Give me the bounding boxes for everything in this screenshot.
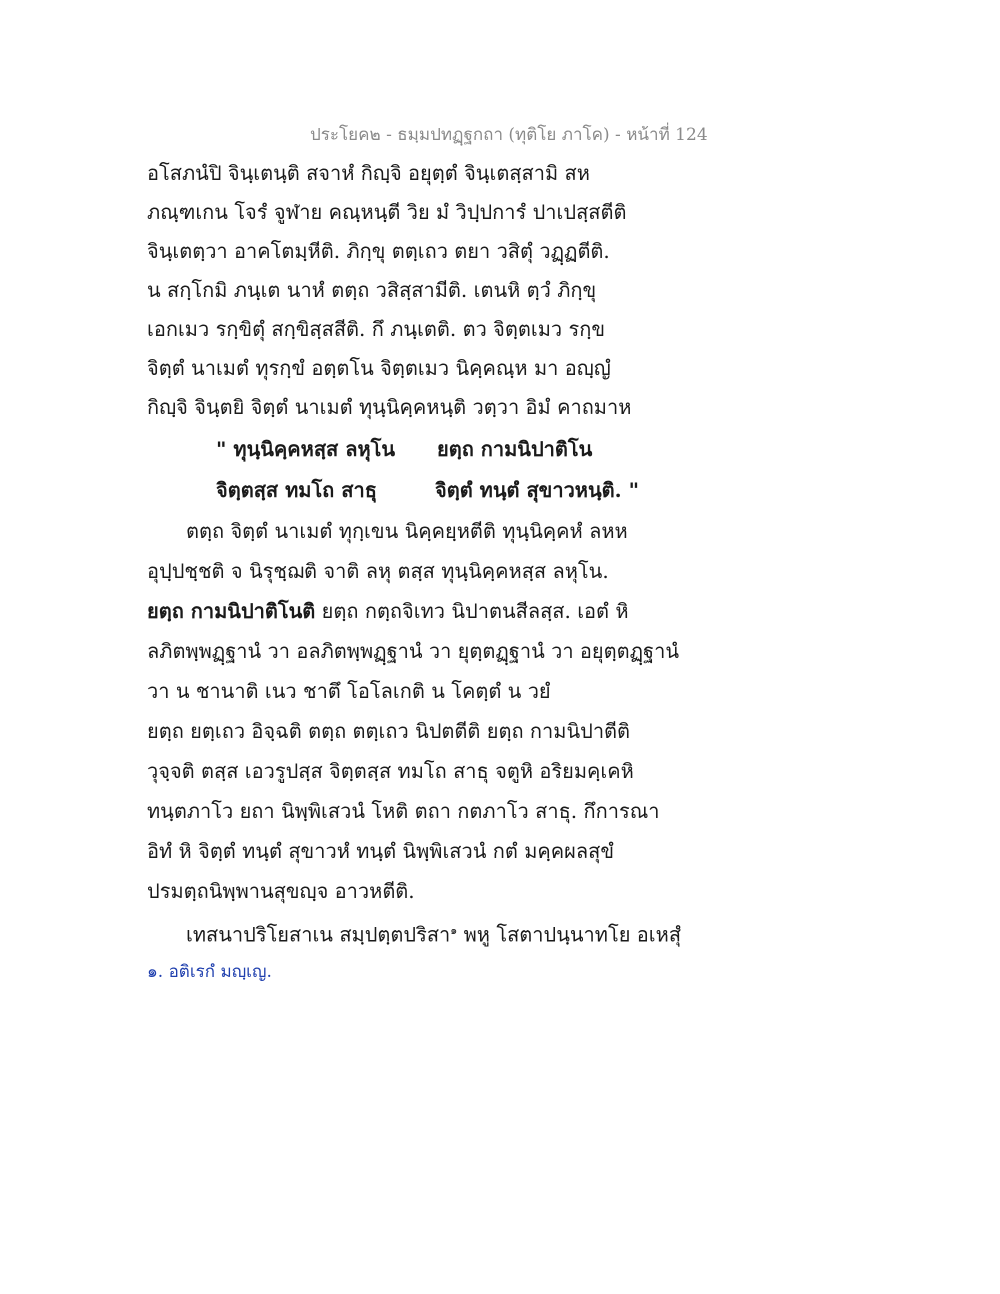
- text-line: ยตฺถ ยตฺเถว อิจฺฉติ ตตฺถ ตตฺเถว นิปตตีติ ยตฺถ กามนิปาตีติ: [147, 719, 631, 743]
- text-span: เทสนาปริโยสาเน สมฺปตฺตปริสา: [186, 922, 451, 947]
- text-line: จิตฺตํ นาเมตํ ทุรกฺขํ อตฺตโน จิตฺตเมว นิคฺคณฺห มา อญฺญํ: [147, 356, 611, 380]
- text-line: อิทํ หิ จิตฺตํ ทนฺตํ สุขาวหํ ทนฺตํ นิพฺพิเสวนํ กตํ มคฺคผลสุขํ: [147, 839, 615, 863]
- verse-line-2-left: จิตฺตสฺส ทมโถ สาธุ: [216, 478, 377, 502]
- text-line: น สกฺโกมิ ภนฺเต นาหํ ตตฺถ วสิสฺสามีติ. เตนหิ ตฺวํ ภิกฺขุ: [147, 278, 597, 302]
- text-line: วา น ชานาติ เนว ชาตึ โอโลเกติ น โคตฺตํ น วยํ: [147, 679, 551, 703]
- verse-line-1-left: " ทุนฺนิคฺคหสฺส ลหุโน: [216, 437, 396, 461]
- text-line: ตตฺถ จิตฺตํ นาเมตํ ทุกฺเขน นิคฺคยฺหตีติ ทุนฺนิคฺคหํ ลหห: [186, 519, 628, 543]
- text-line: ลภิตพฺพฏฺฐานํ วา อลภิตพฺพฏฺฐานํ วา ยุตฺตฏฺฐานํ วา อยุตฺตฏฺฐานํ: [147, 639, 679, 663]
- text-span: พหู โสตาปนฺนาทโย อเหสุํ: [457, 922, 682, 947]
- verse-line-1-right: ยตฺถ กามนิปาติโน: [437, 437, 593, 461]
- text-line: อุปฺปชฺชติ จ นิรุชฺฌติ จาติ ลหุ ตสฺส ทุนฺนิคฺคหสฺส ลหุโน.: [147, 559, 609, 583]
- text-line: เอกเมว รกฺขิตุํ สกฺขิสฺสสีติ. กึ ภนฺเตติ. ตว จิตฺตเมว รกฺข: [147, 317, 605, 341]
- text-line: [147, 598, 629, 624]
- text-line: จินฺเตตฺวา อาคโตมฺหีติ. ภิกฺขุ ตตฺเถว ตยา วสิตุํ วฏฺฏตีติ.: [147, 239, 610, 263]
- text-line: อโสภนํปิ จินฺเตนฺติ สจาหํ กิญฺจิ อยุตฺตํ จินฺเตสฺสามิ สห: [147, 161, 590, 185]
- text-line: [186, 918, 681, 948]
- text-line: วุจฺจติ ตสฺส เอวรูปสฺส จิตฺตสฺส ทมโถ สาธุ จตูหิ อริยมคฺเคหิ: [147, 759, 634, 783]
- verse-line-2-right: จิตฺตํ ทนฺตํ สุขาวหนฺติ. ": [435, 478, 639, 502]
- bold-term: ยตฺถ กามนิปาติโนติ: [147, 599, 316, 623]
- text-line: ทนฺตภาโว ยถา นิพฺพิเสวนํ โหติ ตถา กตภาโว สาธุ. กึการณา: [147, 799, 660, 823]
- text-line: ปรมตฺถนิพฺพานสุขญฺจ อาวหตีติ.: [147, 879, 415, 903]
- text-line: กิญฺจิ จินฺตยิ จิตฺตํ นาเมตํ ทุนฺนิคฺคหนฺติ วตฺวา อิมํ คาถมาห: [147, 395, 632, 419]
- text-span: ยตฺถ กตฺถจิเทว นิปาตนสีลสฺส. เอตํ หิ: [315, 599, 629, 623]
- text-line: ภณฺฑเกน โจรํ จูฬาย คณฺหนฺตี วิย มํ วิปฺปการํ ปาเปสฺสตีติ: [147, 200, 627, 224]
- footnote: ๑. อติเรกํ มญฺเญ.: [147, 962, 272, 982]
- footnote-marker: ๑: [450, 924, 458, 937]
- page-header: ประโยค๒ - ธมฺมปทฏฺฐกถา (ทุติโย ภาโค) - หน้าที่ 124: [310, 125, 708, 145]
